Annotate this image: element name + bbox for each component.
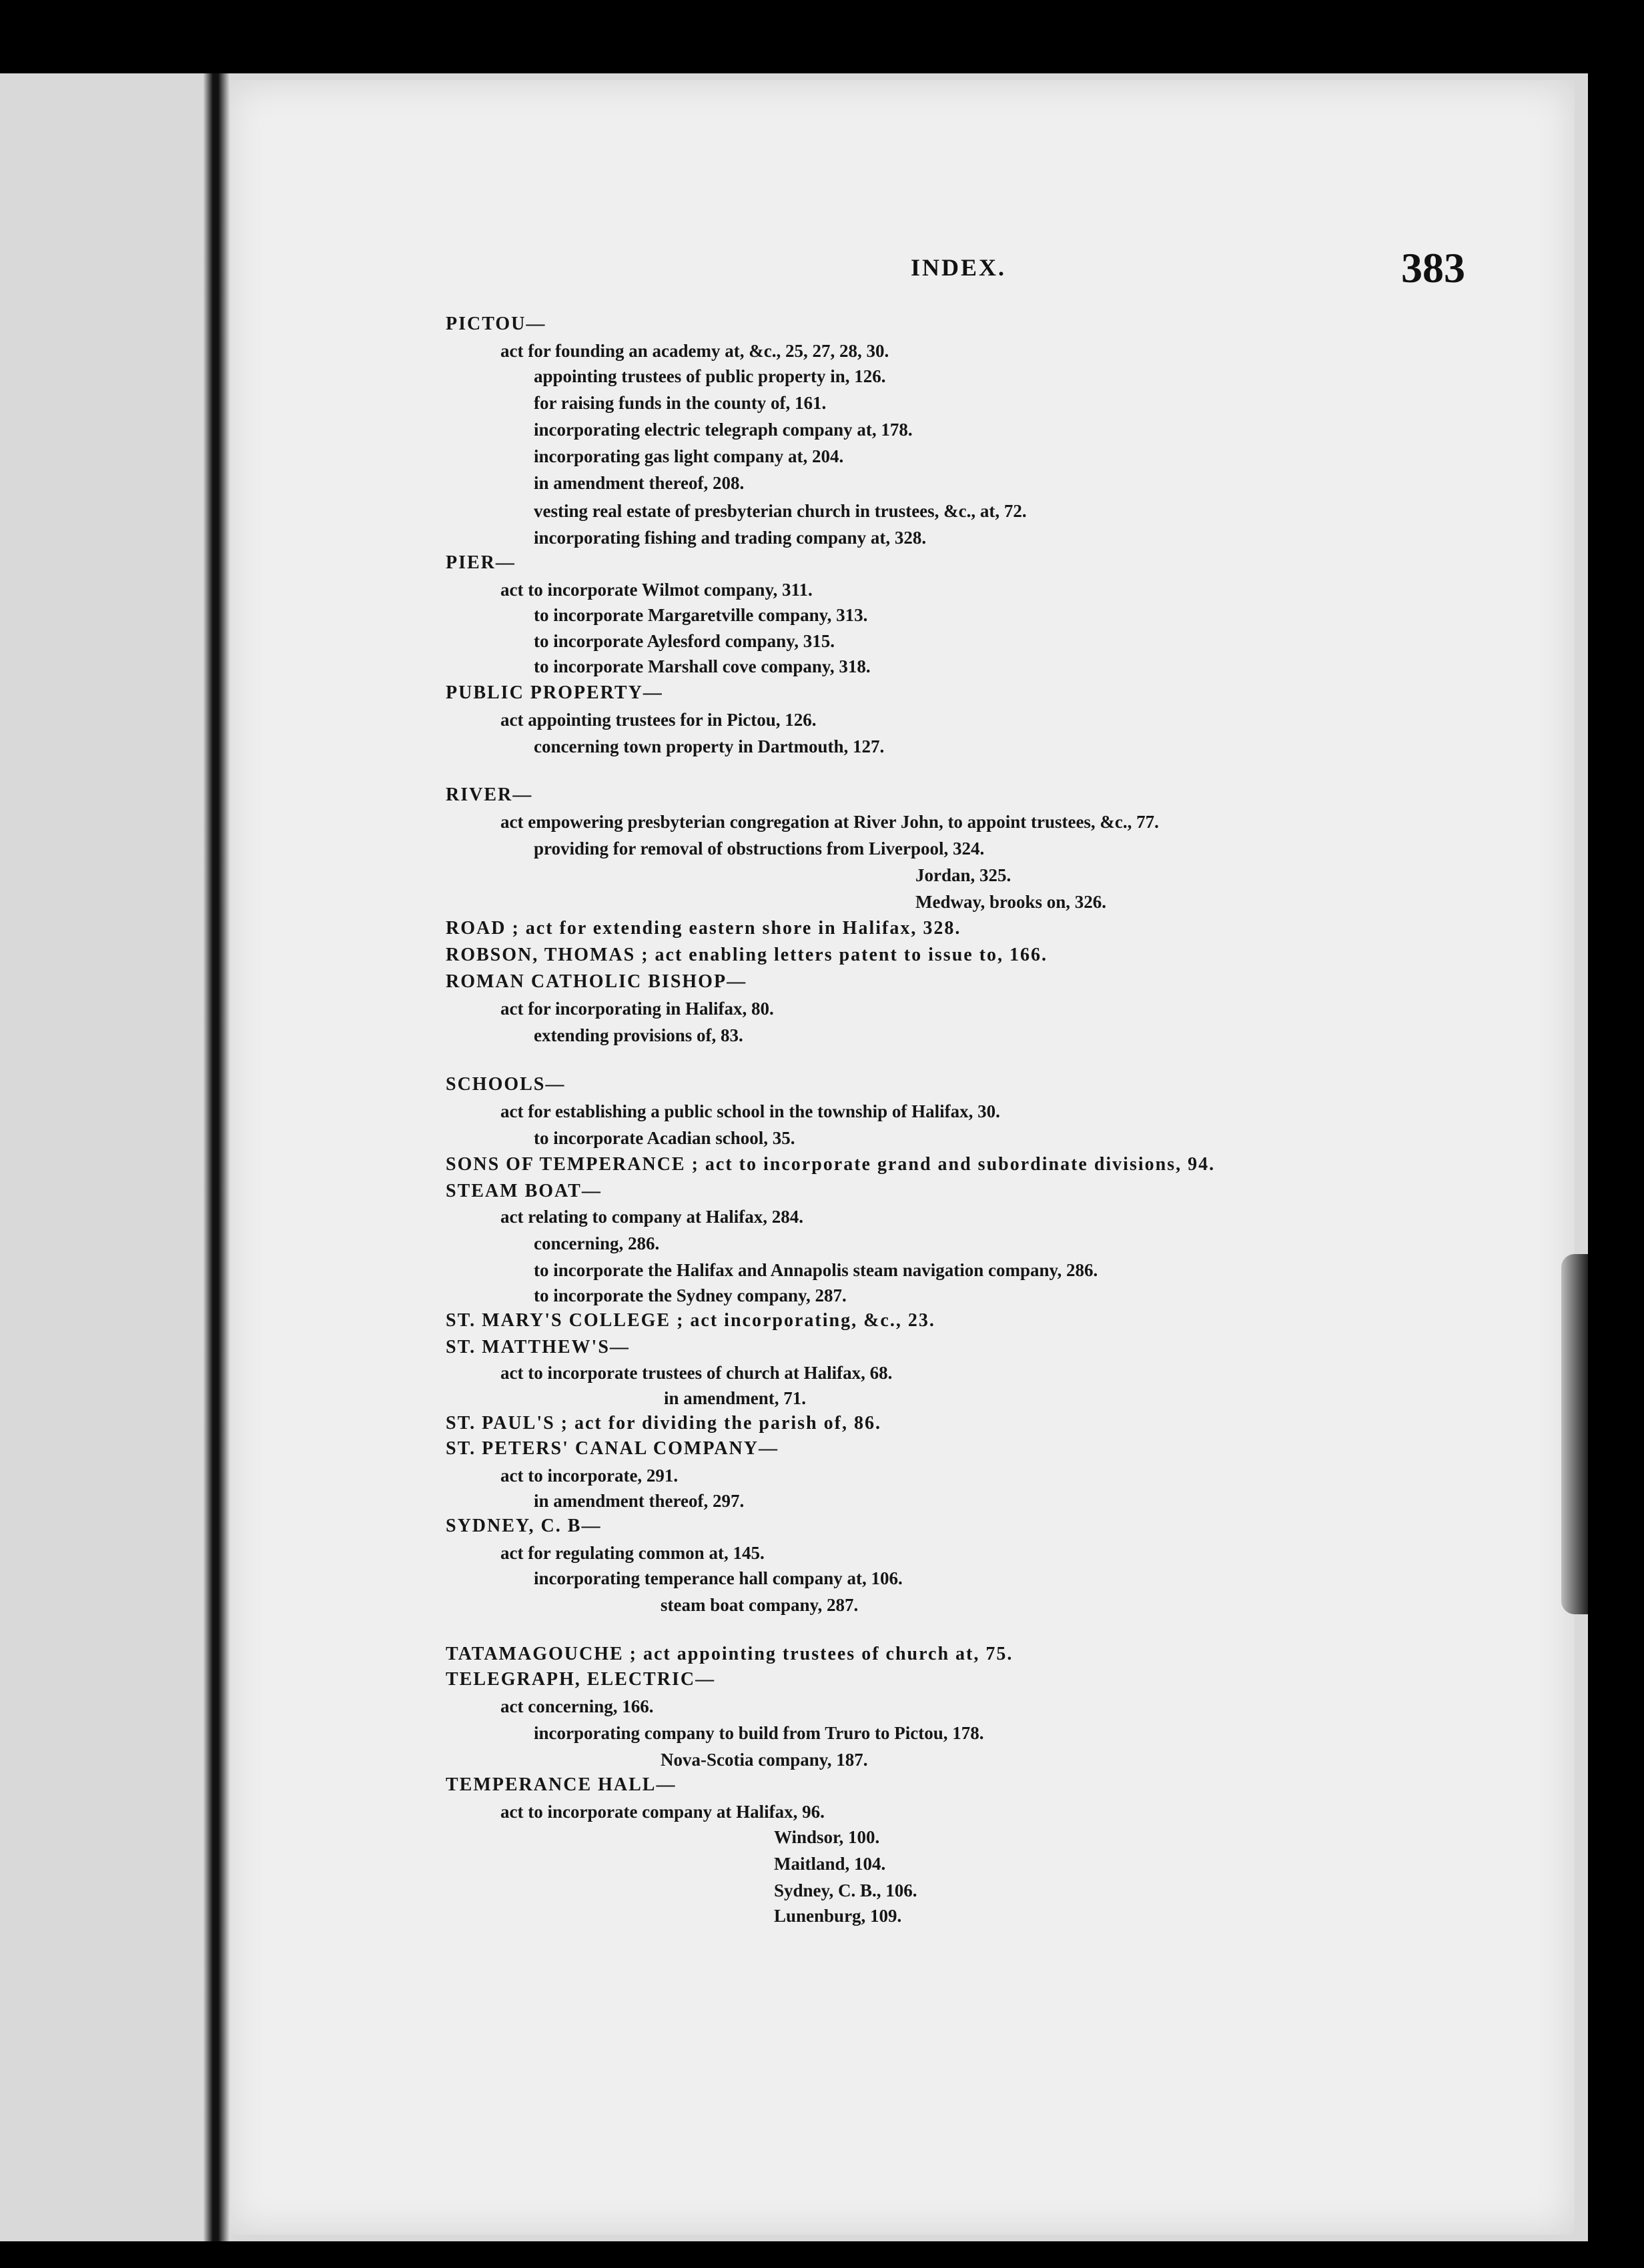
index-heading: SONS OF TEMPERANCE ; act to incorporate grand and subordinate divisions, 94. <box>446 1154 1216 1175</box>
index-subentry: act for incorporating in Halifax, 80. <box>500 999 774 1019</box>
index-heading: ROMAN CATHOLIC BISHOP— <box>446 971 747 992</box>
index-subentry: incorporating electric telegraph company at, 178. <box>534 420 913 440</box>
index-subentry: to incorporate Marshall cove company, 318. <box>534 656 871 676</box>
index-heading: TATAMAGOUCHE ; act appointing trustees of church at, 75. <box>446 1644 1013 1664</box>
index-subentry: to incorporate Margaretville company, 313. <box>534 605 868 625</box>
index-subentry: Jordan, 325. <box>915 865 1011 885</box>
index-subentry: act for regulating common at, 145. <box>500 1543 765 1563</box>
index-subentry: Medway, brooks on, 326. <box>915 892 1107 912</box>
index-subentry: Maitland, 104. <box>774 1854 886 1874</box>
index-subentry: in amendment thereof, 297. <box>534 1491 745 1511</box>
index-subentry: to incorporate Acadian school, 35. <box>534 1128 795 1148</box>
index-subentry: concerning, 286. <box>534 1233 660 1253</box>
index-subentry: to incorporate the Halifax and Annapolis steam navigation company, 286. <box>534 1260 1098 1280</box>
index-subentry: Windsor, 100. <box>774 1827 880 1847</box>
index-subentry: act for establishing a public school in the township of Halifax, 30. <box>500 1101 1000 1121</box>
index-subentry: act to incorporate trustees of church at Halifax, 68. <box>500 1363 893 1383</box>
index-heading: RIVER— <box>446 784 533 805</box>
index-heading: ST. PETERS' CANAL COMPANY— <box>446 1438 779 1459</box>
index-heading: ROBSON, THOMAS ; act enabling letters patent to issue to, 166. <box>446 945 1048 965</box>
index-subentry: to incorporate Aylesford company, 315. <box>534 631 835 651</box>
index-heading: PICTOU— <box>446 314 546 334</box>
index-subentry: in amendment, 71. <box>664 1388 807 1408</box>
index-heading: ST. MATTHEW'S— <box>446 1337 630 1357</box>
index-subentry: incorporating company to build from Truro to Pictou, 178. <box>534 1723 984 1743</box>
index-subentry: appointing trustees of public property in, 126. <box>534 366 886 386</box>
index-subentry: act appointing trustees for in Pictou, 126. <box>500 710 817 730</box>
index-subentry: act concerning, 166. <box>500 1696 654 1716</box>
index-subentry: Nova-Scotia company, 187. <box>661 1750 868 1770</box>
page-number: 383 <box>1401 244 1465 292</box>
index-subentry: incorporating fishing and trading company at, 328. <box>534 528 927 548</box>
index-heading: TELEGRAPH, ELECTRIC— <box>446 1669 716 1690</box>
index-heading: ST. PAUL'S ; act for dividing the parish of, 86. <box>446 1413 881 1434</box>
index-heading: STEAM BOAT— <box>446 1181 602 1201</box>
index-heading: ROAD ; act for extending eastern shore in Halifax, 328. <box>446 918 961 939</box>
index-subentry: act to incorporate Wilmot company, 311. <box>500 580 813 600</box>
index-subentry: extending provisions of, 83. <box>534 1025 743 1045</box>
index-subentry: providing for removal of obstructions from Liverpool, 324. <box>534 838 985 859</box>
index-subentry: to incorporate the Sydney company, 287. <box>534 1285 847 1305</box>
index-heading: PUBLIC PROPERTY— <box>446 682 663 703</box>
index-subentry: act relating to company at Halifax, 284. <box>500 1207 803 1227</box>
index-subentry: concerning town property in Dartmouth, 127. <box>534 736 885 756</box>
index-subentry: act for founding an academy at, &c., 25, 27, 28, 30. <box>500 341 889 361</box>
index-subentry: in amendment thereof, 208. <box>534 473 745 493</box>
index-heading: SYDNEY, C. B— <box>446 1516 602 1536</box>
index-subentry: act to incorporate company at Halifax, 96. <box>500 1802 825 1822</box>
index-subentry: Lunenburg, 109. <box>774 1906 902 1926</box>
index-subentry: steam boat company, 287. <box>661 1595 859 1615</box>
index-subentry: Sydney, C. B., 106. <box>774 1880 917 1900</box>
index-subentry: act to incorporate, 291. <box>500 1466 679 1486</box>
index-heading: ST. MARY'S COLLEGE ; act incorporating, &c., 23. <box>446 1310 935 1331</box>
index-heading: TEMPERANCE HALL— <box>446 1774 677 1795</box>
index-heading: SCHOOLS— <box>446 1074 566 1095</box>
index-heading: PIER— <box>446 552 516 573</box>
index-subentry: incorporating gas light company at, 204. <box>534 446 844 466</box>
index-subentry: incorporating temperance hall company at, 106. <box>534 1568 903 1588</box>
index-subentry: for raising funds in the county of, 161. <box>534 393 827 413</box>
index-subentry: vesting real estate of presbyterian church in trustees, &c., at, 72. <box>534 501 1027 521</box>
running-header: INDEX. <box>911 254 1007 281</box>
index-subentry: act empowering presbyterian congregation at River John, to appoint trustees, &c., 77. <box>500 812 1159 832</box>
